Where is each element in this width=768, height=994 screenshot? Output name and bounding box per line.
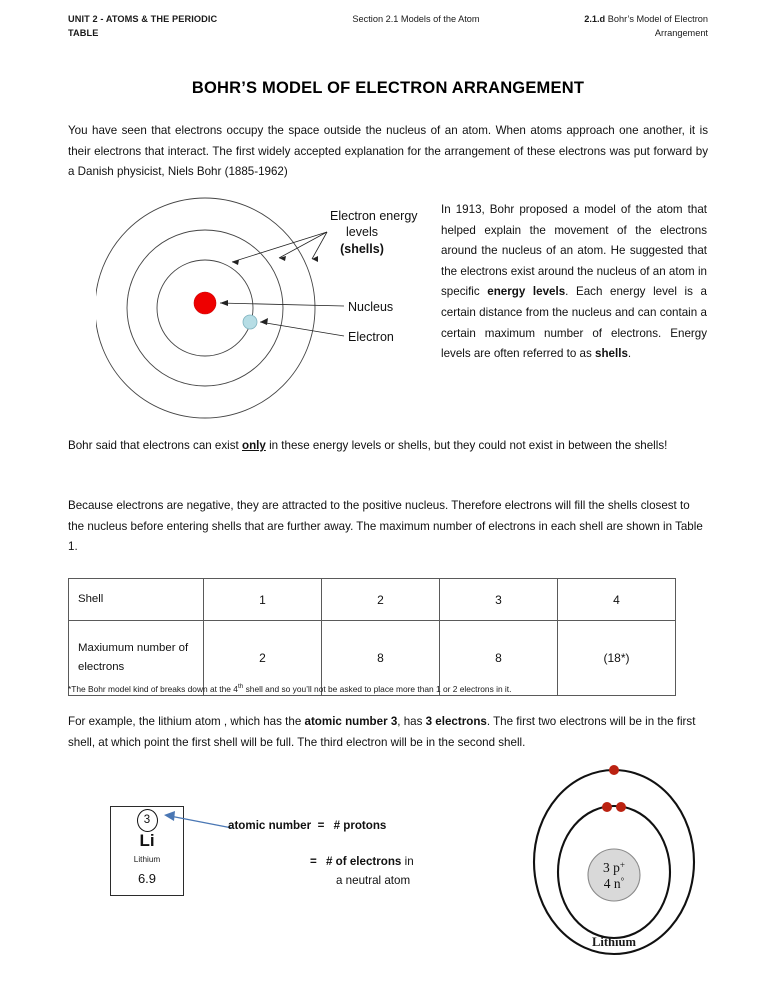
example-part1: For example, the lithium atom , which has the bbox=[68, 715, 305, 728]
table-cell-shell-4: 4 bbox=[558, 579, 676, 621]
annotation-label-atomic-number: atomic number bbox=[228, 819, 312, 832]
electron-leader-line bbox=[260, 322, 344, 336]
lithium-nucleus-neutrons: 4 n° bbox=[603, 876, 625, 891]
only-text-underline: only bbox=[242, 439, 266, 452]
side-text-part1: In 1913, Bohr proposed a model of the atom that helped explain the movement of the electrons around the nucleus of an atom. He suggested that the electrons exist around the nucleus of an atom in specific bbox=[441, 203, 707, 299]
lithium-bohr-diagram bbox=[524, 762, 704, 958]
atomic-number-callout-arrow bbox=[158, 808, 236, 838]
annotation-value-protons: # protons bbox=[333, 819, 387, 832]
callout-arrow-head bbox=[164, 811, 175, 821]
footnote-ordinal-sup: th bbox=[237, 683, 244, 690]
table-row-shell bbox=[69, 579, 676, 621]
example-part2: , has bbox=[397, 715, 426, 728]
annotation-value-neutral-atom: a neutral atom bbox=[336, 874, 411, 887]
page-header bbox=[68, 12, 708, 54]
table-header-max-electrons: Maxiumum number of electrons bbox=[69, 621, 204, 696]
header-unit-label: UNIT 2 - ATOMS & THE PERIODIC TABLE bbox=[68, 14, 218, 38]
nucleus-dot bbox=[194, 292, 216, 314]
label-nucleus: Nucleus bbox=[348, 300, 394, 314]
table-cell-shell-2: 2 bbox=[322, 579, 440, 621]
annotation-value-electrons: # of electrons bbox=[326, 855, 402, 868]
atomic-number-circle: 3 bbox=[137, 809, 158, 832]
lithium-electron-outer-1 bbox=[609, 765, 619, 775]
example-bold-3-electrons: 3 electrons bbox=[425, 715, 487, 728]
annotation-atomic-number-protons bbox=[228, 816, 478, 835]
shell-leader-lines bbox=[232, 232, 327, 262]
footnote-part2: shell and so you’ll not be asked to place more than 1 or 2 electrons in it. bbox=[243, 683, 512, 694]
table-cell-max-2: 8 bbox=[322, 621, 440, 696]
label-electron-energy-levels-line2: levels bbox=[346, 225, 378, 239]
paragraph-only-shells bbox=[68, 436, 708, 457]
electron-arrowhead bbox=[260, 318, 268, 325]
nucleus-leader-line bbox=[220, 303, 344, 306]
only-text-part2: in these energy levels or shells, but they could not exist in between the shells! bbox=[265, 439, 668, 452]
table-cell-max-1: 2 bbox=[204, 621, 322, 696]
lithium-nucleus bbox=[588, 849, 640, 901]
lithium-diagram-caption: Lithium bbox=[591, 935, 637, 949]
label-electron: Electron bbox=[348, 330, 394, 344]
element-atomic-mass: 6.9 bbox=[137, 871, 157, 886]
annotation-equals-1: = bbox=[317, 819, 325, 832]
bohr-model-diagram bbox=[96, 190, 436, 425]
only-text-part1: Bohr said that electrons can exist bbox=[68, 439, 242, 452]
side-text-part3: . bbox=[627, 347, 632, 361]
header-topic-text: Bohr’s Model of Electron Arrangement bbox=[605, 14, 708, 38]
lithium-nucleus-protons: 3 p+ bbox=[603, 860, 625, 875]
table-footnote bbox=[68, 680, 708, 696]
table-cell-max-4: (18*) bbox=[558, 621, 676, 696]
annotation-equals-2: = bbox=[310, 855, 317, 868]
nucleus-arrowhead bbox=[220, 300, 228, 306]
header-section-label: Section 2.1 Models of the Atom bbox=[352, 14, 480, 24]
table-cell-shell-3: 3 bbox=[440, 579, 558, 621]
annotation-value-electrons-rest: in bbox=[401, 855, 414, 868]
side-text-part2: . Each energy level is a certain distance from the nucleus and can contain a certain maximum number of electrons. Energy levels are often referred to as bbox=[441, 285, 707, 361]
element-name: Lithium bbox=[133, 855, 161, 864]
shell-arrowheads bbox=[232, 256, 318, 265]
label-shells: (shells) bbox=[340, 242, 384, 256]
paragraph-intro: You have seen that electrons occupy the space outside the nucleus of an atom. When atoms approach one another, it is their electrons that interact. The first widely accepted explanation for the arrangement of these electrons was put forward by a Danish physicist, Niels Bohr (1885-1962) bbox=[68, 124, 708, 178]
callout-arrow-line bbox=[170, 816, 232, 828]
header-topic-label bbox=[548, 12, 708, 40]
paragraph-bohr-1913 bbox=[441, 200, 707, 365]
element-symbol: Li bbox=[139, 831, 155, 850]
paragraph-because-negative: Because electrons are negative, they are attracted to the positive nucleus. Therefore electrons will fill the shells closest to the nucleus before entering shells that are further away. The maximum number of electrons in each shell are shown in Table 1. bbox=[68, 499, 703, 553]
side-text-bold-shells: shells bbox=[595, 347, 628, 361]
paragraph-lithium-example bbox=[68, 712, 716, 753]
table-header-shell: Shell bbox=[69, 579, 204, 621]
label-electron-energy-levels-line1: Electron energy bbox=[330, 209, 418, 223]
lithium-electron-inner-2 bbox=[616, 802, 626, 812]
example-part3: . The first two electrons will be in the first shell, at which point the first shell will be full. The third electron will be in the second shell. bbox=[68, 715, 696, 749]
table-cell-shell-1: 1 bbox=[204, 579, 322, 621]
table-cell-max-3: 8 bbox=[440, 621, 558, 696]
header-topic-code: 2.1.d bbox=[584, 14, 606, 24]
annotation-electrons-neutral-atom bbox=[310, 852, 550, 890]
footnote-part1: *The Bohr model kind of breaks down at the 4 bbox=[68, 683, 238, 694]
side-text-bold-energy-levels: energy levels bbox=[487, 285, 566, 299]
shell-capacity-table bbox=[68, 578, 676, 696]
example-bold-atomic-number: atomic number 3 bbox=[304, 715, 398, 728]
page-title: BOHR’S MODEL OF ELECTRON ARRANGEMENT bbox=[191, 79, 585, 97]
lithium-electron-inner-1 bbox=[602, 802, 612, 812]
electron-dot bbox=[243, 315, 257, 329]
